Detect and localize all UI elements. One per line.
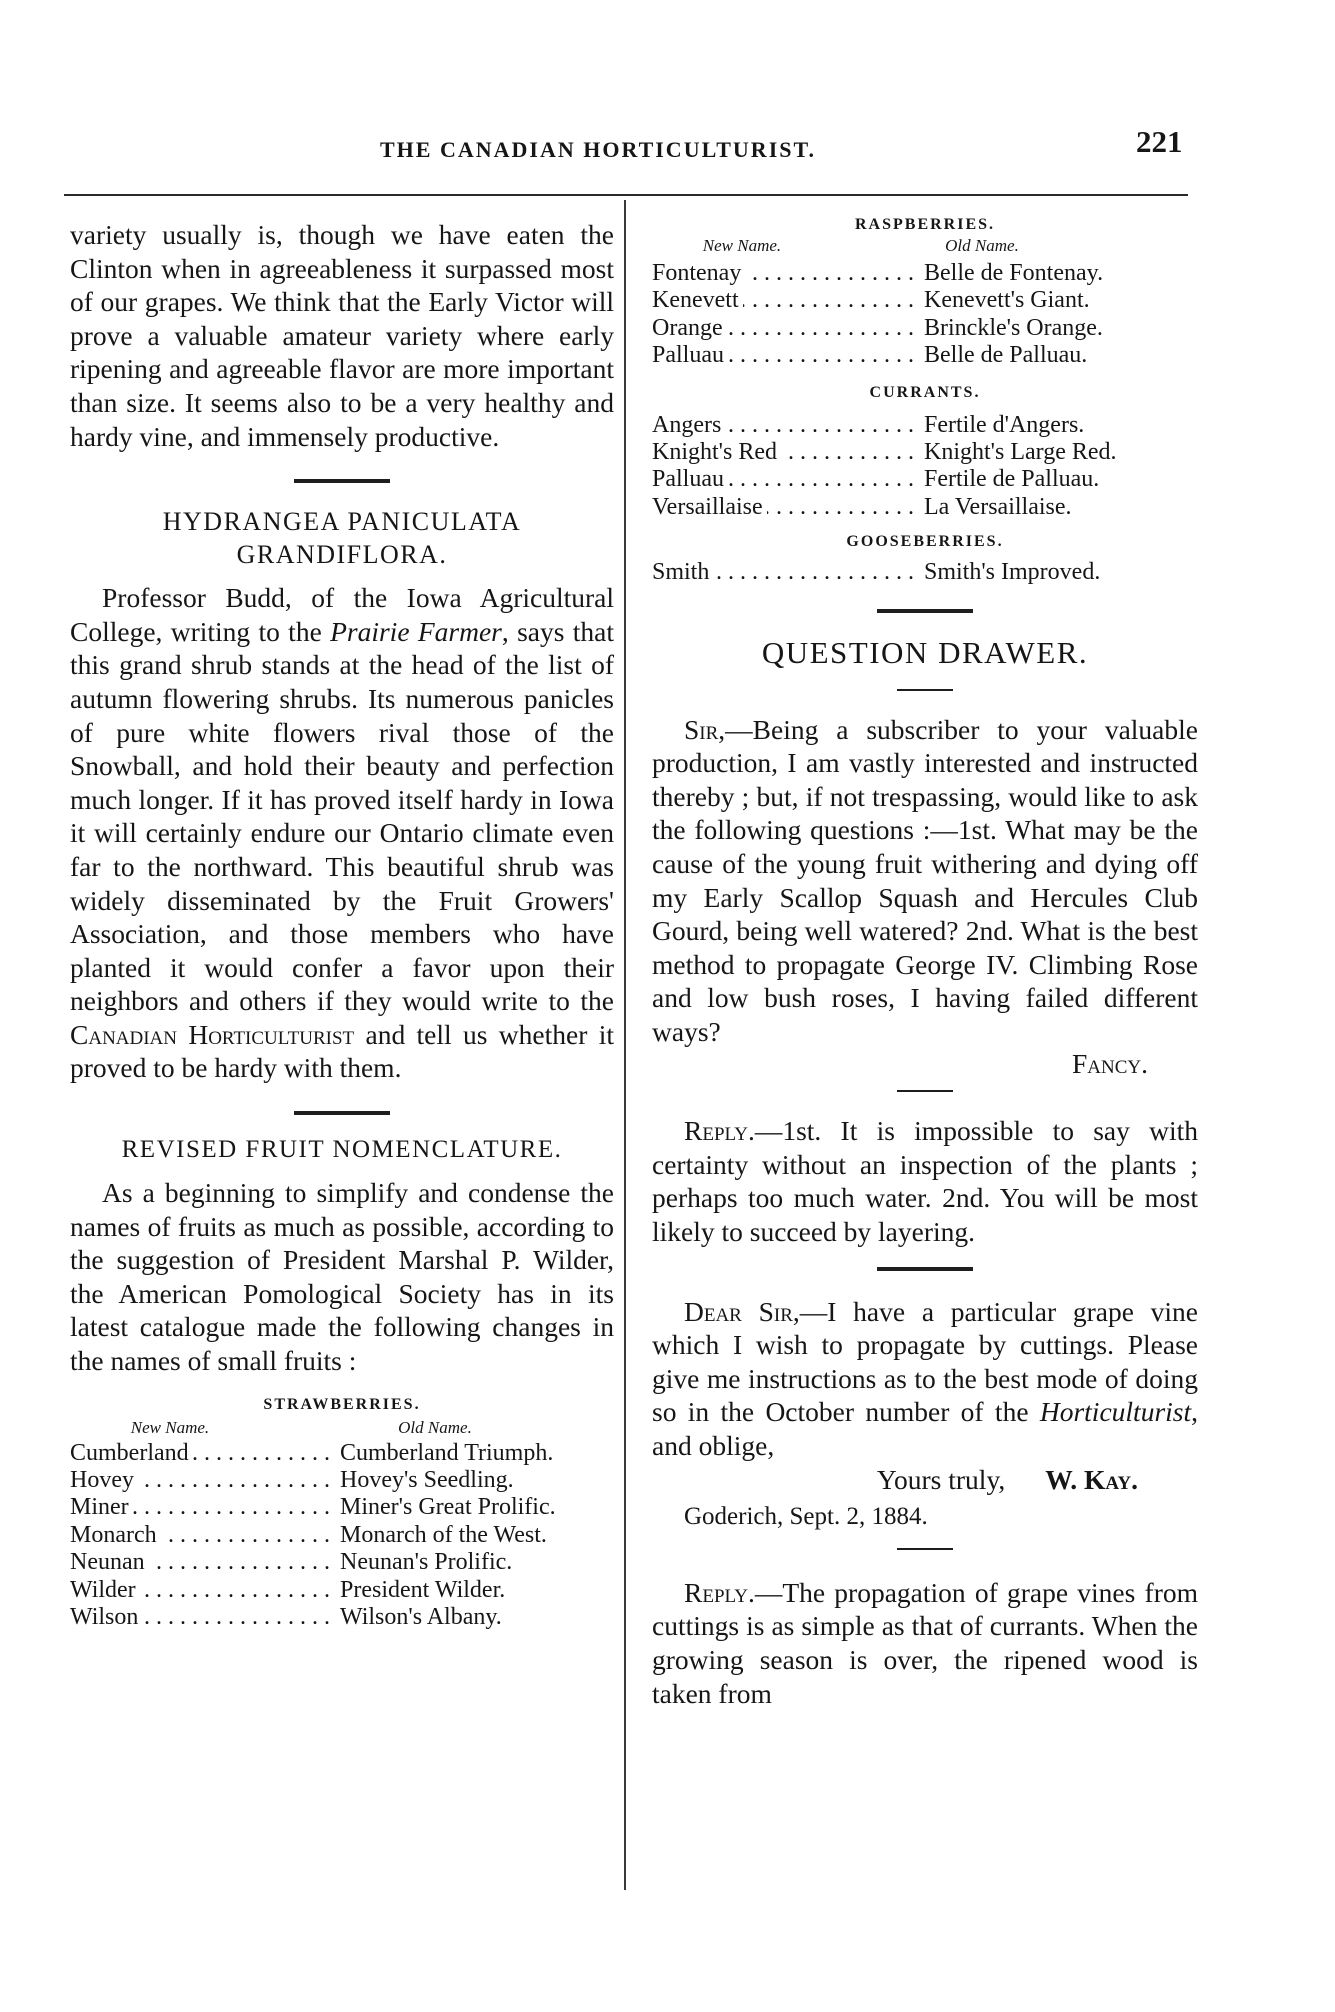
new-name-cell <box>70 1522 330 1549</box>
strawberries-list <box>70 1440 614 1632</box>
old-name-text: Fertile d'Angers. <box>924 411 1085 438</box>
section-rule <box>877 1267 973 1271</box>
nomenclature-row <box>70 1549 614 1576</box>
section-rule <box>897 1548 953 1550</box>
old-name-text: Wilson's Albany. <box>340 1604 502 1631</box>
new-name-cell <box>652 287 914 314</box>
nomenclature-paragraph: As a beginning to simplify and condense the names of fruits as much as possible, according to the suggestion of President Marshal P. Wilder, the American Pomological Society has in its latest catalogue made the following changes in the names of small fruits : <box>70 1177 614 1377</box>
strawberries-heading: STRAWBERRIES. <box>263 1395 421 1413</box>
old-name-text: Monarch of the West. <box>340 1521 547 1548</box>
hydrangea-text-1: Professor Budd, of the Iowa Agricultural College, writing to the <box>70 582 614 647</box>
nomenclature-row <box>70 1522 614 1549</box>
new-name-text: Smith <box>652 559 713 585</box>
old-name-text: Kenevett's Giant. <box>924 287 1090 314</box>
new-name-cell <box>652 260 914 287</box>
nomenclature-row <box>70 1467 614 1494</box>
reply-1-label: Reply. <box>684 1115 755 1147</box>
old-name-text: Smith's Improved. <box>924 559 1101 586</box>
section-rule <box>294 479 390 483</box>
question-2-paragraph <box>652 1295 1198 1463</box>
reply-1-text: —1st. It is impossible to say with certainty without an inspection of the plants ; perhaps too much water. 2nd. You will be most likely to succeed by layering. <box>652 1115 1198 1247</box>
section-rule <box>877 609 973 613</box>
nomenclature-row <box>652 466 1198 493</box>
left-column <box>70 218 614 1631</box>
new-name-text: Orange <box>652 315 727 341</box>
gooseberries-heading: GOOSEBERRIES. <box>846 533 1004 551</box>
nomenclature-row <box>652 315 1198 342</box>
new-name-cell <box>70 1440 330 1467</box>
nomenclature-heading: REVISED FRUIT NOMENCLATURE. <box>121 1136 563 1164</box>
hydrangea-heading <box>70 505 614 571</box>
question-2-text-2: , and oblige, <box>652 1396 1198 1461</box>
new-name-label: New Name. <box>130 1417 210 1437</box>
nomenclature-row <box>70 1604 614 1631</box>
new-name-text: Monarch <box>70 1522 161 1548</box>
section-rule <box>294 1111 390 1115</box>
question-2-salutation: Dear Sir, <box>684 1295 800 1327</box>
nomenclature-row <box>652 559 1198 586</box>
hydrangea-heading-line1: HYDRANGEA PANICULATA <box>162 507 522 537</box>
new-name-cell <box>70 1549 330 1576</box>
currants-list <box>652 412 1198 522</box>
continuation-paragraph: variety usually is, though we have eaten the Clinton when in agreeableness it surpassed most of our grapes. We think that the Early Victor will prove a valuable amateur variety where early ripening and agreeable flavor are more important than size. It seems also to be a very healthy and hardy vine, and immensely productive. <box>70 219 614 452</box>
new-name-cell <box>652 342 914 369</box>
hydrangea-heading-line2: GRANDIFLORA. <box>236 540 448 570</box>
new-name-cell <box>652 412 914 439</box>
old-name-text: Fertile de Palluau. <box>924 466 1100 493</box>
question-drawer-heading: QUESTION DRAWER. <box>761 634 1089 670</box>
new-name-cell <box>70 1467 330 1494</box>
question-2-text-1: —I have a particular grape vine which I wish to propagate by cuttings. Please give me instructions as to the best mode of doing so in the October number of the <box>652 1295 1199 1428</box>
old-name-text: Belle de Palluau. <box>924 342 1088 369</box>
new-name-text: Fontenay <box>652 260 745 286</box>
new-name-text: Kenevett <box>652 287 743 313</box>
hydrangea-paragraph <box>70 581 614 1085</box>
question-1-paragraph <box>652 713 1198 1049</box>
reply-2-paragraph <box>652 1576 1198 1710</box>
nomenclature-row <box>652 260 1198 287</box>
new-name-text: Palluau <box>652 466 728 492</box>
new-name-cell <box>652 559 914 586</box>
raspberries-list <box>652 260 1198 370</box>
nomenclature-row <box>70 1440 614 1467</box>
nomenclature-row <box>652 412 1198 439</box>
question-2-closing: Yours truly, <box>876 1463 1006 1495</box>
new-name-text: Miner <box>70 1494 133 1520</box>
question-1-text: —Being a subscriber to your valuable production, I am vastly interested and instructed thereby ; but, if not trespassing, would like to ask the following questions :—1st. What may be the cause of the young fruit withering and dying off my Early Scallop Squash and Hercules Club Gourd, being well watered? 2nd. What is the best method to propagate George IV. Climbing Rose and low bush roses, I having failed different ways? <box>652 713 1198 1047</box>
new-name-text: Angers <box>652 412 725 438</box>
old-name-text: Cumberland Triumph. <box>340 1439 554 1466</box>
question-2-signoff <box>652 1463 1198 1497</box>
question-2-signature: W. Kay. <box>1045 1463 1138 1495</box>
old-name-text: Belle de Fontenay. <box>924 260 1104 286</box>
prairie-farmer-italic: Prairie Farmer <box>330 615 502 647</box>
section-rule <box>897 689 953 691</box>
nomenclature-row <box>652 287 1198 314</box>
new-name-cell <box>652 439 914 466</box>
reply-2-label: Reply. <box>684 1576 755 1608</box>
raspberries-heading: RASPBERRIES. <box>854 216 996 233</box>
hydrangea-text-3: and tell us whether it proved to be hardy with them. <box>70 1018 614 1084</box>
new-name-text: Hovey <box>70 1467 138 1493</box>
column-divider <box>624 200 626 1890</box>
section-rule <box>897 1090 953 1092</box>
new-name-cell <box>70 1604 330 1631</box>
old-name-label: Old Name. <box>398 1417 472 1437</box>
old-name-text: Brinckle's Orange. <box>924 314 1103 341</box>
new-name-cell <box>652 466 914 493</box>
new-name-cell <box>652 315 914 342</box>
reply-2-text: —The propagation of grape vines from cuttings is as simple as that of currants. When the growing season is over, the ripened wood is taken from <box>652 1576 1198 1709</box>
old-name-label: Old Name. <box>945 236 1019 255</box>
old-name-text: La Versaillaise. <box>924 493 1072 520</box>
old-name-text: President Wilder. <box>340 1576 506 1603</box>
horticulturist-italic: Horticulturist <box>1039 1396 1192 1428</box>
new-name-text: Palluau <box>652 342 728 368</box>
page-number: 221 <box>1136 124 1183 159</box>
header-rule <box>64 194 1188 196</box>
new-name-text: Neunan <box>70 1549 149 1575</box>
nomenclature-row <box>70 1494 614 1521</box>
currants-heading: CURRANTS. <box>869 383 981 401</box>
new-name-text: Wilder <box>70 1577 140 1603</box>
question-1-signature: Fancy. <box>1071 1047 1148 1079</box>
old-name-text: Miner's Great Prolific. <box>340 1494 556 1521</box>
reply-1-paragraph <box>652 1114 1198 1248</box>
new-name-label: New Name. <box>702 236 782 255</box>
nomenclature-row <box>70 1577 614 1604</box>
nomenclature-row <box>652 439 1198 466</box>
new-name-text: Knight's Red <box>652 439 781 465</box>
hydrangea-text-2: , says that this grand shrub stands at the head of the list of autumn flowering shrubs. Its numerous panicles of pure white flowers rival those of the Snowball, and hold their beauty and perfection much longer. If it has proved itself hardy in Iowa it will certainly endure our Ontario climate even far to the northward. This beautiful shrub was widely disseminated by the Fruit Growers' Association, and those members who have planted it would confer a favor upon their neighbors and others if they would write to the <box>70 615 614 1017</box>
new-name-text: Wilson <box>70 1604 142 1630</box>
raspberries-column-heads <box>652 236 1198 256</box>
strawberries-column-heads <box>70 1418 614 1438</box>
new-name-cell <box>652 494 914 521</box>
right-column <box>652 216 1198 1710</box>
canadian-horticulturist-smallcaps: Canadian Horticulturist <box>70 1018 355 1050</box>
running-header-title: THE CANADIAN HORTICULTURIST. <box>380 137 817 162</box>
new-name-cell <box>70 1577 330 1604</box>
question-1-salutation: Sir, <box>684 713 726 745</box>
gooseberries-list <box>652 559 1198 586</box>
old-name-text: Neunan's Prolific. <box>340 1549 513 1576</box>
question-2-place-date: Goderich, Sept. 2, 1884. <box>684 1503 928 1531</box>
old-name-text: Knight's Large Red. <box>924 439 1117 466</box>
new-name-text: Cumberland <box>70 1440 193 1466</box>
nomenclature-row <box>652 494 1198 521</box>
nomenclature-row <box>652 342 1198 369</box>
new-name-text: Versaillaise <box>652 494 767 520</box>
new-name-cell <box>70 1494 330 1521</box>
old-name-text: Hovey's Seedling. <box>340 1467 514 1494</box>
